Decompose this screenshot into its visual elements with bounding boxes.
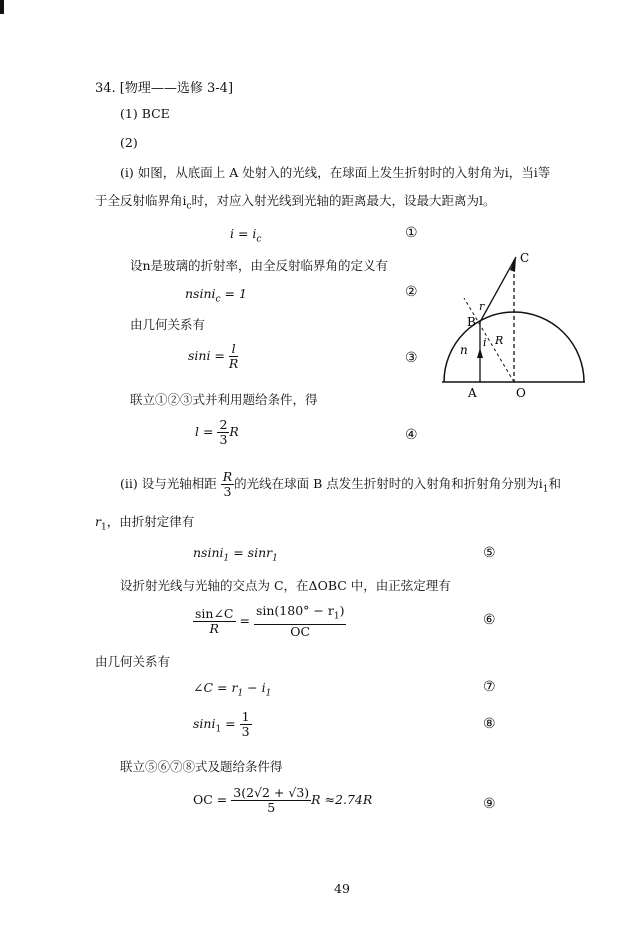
eq-number-3: ③: [405, 350, 418, 366]
equation-4: [195, 418, 239, 447]
eq5-sub: 1: [223, 553, 230, 564]
eq-number-5: ⑤: [483, 545, 496, 561]
sub-i-line2: [95, 191, 496, 212]
combine-line-2: 联立⑤⑥⑦⑧式及题给条件得: [120, 759, 283, 774]
eq-number-4: ④: [405, 427, 418, 443]
eq7-sub: 1: [237, 688, 244, 699]
eq6-num2-sub: 1: [333, 611, 340, 622]
eq-number-7: ⑦: [483, 679, 496, 695]
eq6-num2-end: ): [339, 603, 345, 618]
optics-diagram: [430, 240, 600, 405]
eq-number-8: ⑧: [483, 716, 496, 732]
sub-c: c: [186, 201, 192, 212]
label-C: C: [520, 251, 530, 265]
sub-i-line1: (i) 如图，从底面上 A 处射入的光线，在球面上发生折射时的入射角为i，当i等: [120, 165, 551, 180]
eq3-den: R: [228, 356, 239, 371]
equation-3: [188, 342, 238, 371]
eq3-num: l: [229, 342, 238, 357]
sub-ii-line1: [120, 470, 561, 499]
eq-number-1: ①: [405, 225, 418, 241]
part1-answer: BCE: [141, 106, 170, 121]
eq6-equals: =: [239, 612, 250, 628]
eq4-right: R: [229, 424, 239, 439]
page-number: 49: [334, 881, 350, 896]
equation-5: [193, 545, 278, 564]
eq8-den: 3: [241, 724, 250, 739]
eq8-fraction: [240, 710, 252, 739]
eq7-left: ∠C = r: [193, 680, 238, 695]
label-r: r: [479, 300, 485, 313]
eq1-text: i = i: [230, 226, 257, 241]
eq9-num: 3(2√2 + √3): [233, 785, 310, 800]
sub-ii-frac-den: 3: [223, 484, 232, 499]
eq-number-6: ⑥: [483, 612, 496, 628]
sub-i-line2-rest: 时，对应入射光线到光轴的距离最大，设最大距离为l。: [191, 193, 496, 208]
label-n: n: [460, 343, 468, 357]
eq4-den: 3: [219, 432, 228, 447]
triangle-line: 设折射光线与光轴的交点为 C，在ΔOBC 中，由正弦定理有: [120, 578, 451, 593]
problem-title: 34. [物理——选修 3-4]: [95, 81, 234, 96]
eq5-sub2: 1: [272, 553, 278, 564]
eq8-eq: =: [221, 716, 236, 731]
refracted-arrow: [510, 257, 516, 272]
label-B: B: [467, 315, 476, 329]
sub-ii-sub1: 1: [542, 484, 549, 495]
sub-ii-end: 的光线在球面 B 点发生折射时的入射角和折射角分别为i: [234, 476, 543, 491]
geometry-relation-2: 由几何关系有: [95, 654, 171, 669]
equation-9: [193, 786, 372, 815]
eq4-left: l =: [195, 424, 214, 439]
scan-corner-mark: [0, 0, 4, 14]
sub-i-line2-text: 于全反射临界角i: [95, 193, 187, 208]
sub-ii-fraction: [221, 470, 234, 499]
eq2-left: nsini: [185, 286, 216, 301]
label-A: A: [468, 386, 477, 400]
sub-ii-line2: [95, 512, 194, 533]
label-O: O: [516, 386, 526, 400]
equation-7: [193, 680, 271, 699]
label-i: i: [483, 336, 487, 349]
eq8-left: sini: [193, 716, 216, 731]
incident-arrow: [477, 348, 483, 358]
eq-number-2: ②: [405, 284, 418, 300]
equation-8: [193, 710, 252, 739]
n-definition: 设n是玻璃的折射率，由全反射临界角的定义有: [130, 258, 389, 273]
eq6-num2: sin(180° − r: [255, 603, 334, 618]
eq6-frac2: [254, 604, 346, 639]
eq8-sub: 1: [215, 724, 222, 735]
eq7-mid: − i: [243, 680, 266, 695]
sub-ii-r: r: [95, 514, 101, 529]
equation-1: [230, 226, 261, 245]
eq1-sub: c: [256, 234, 262, 245]
eq-number-9: ⑨: [483, 796, 496, 812]
equation-6: [193, 604, 346, 639]
eq9-den: 5: [267, 800, 276, 815]
eq6-den2: OC: [290, 623, 311, 639]
sub-ii-line2-rest: ，由折射定律有: [106, 514, 195, 529]
eq8-num: 1: [241, 709, 250, 724]
eq2-sub: c: [215, 294, 221, 305]
geometry-relation-1: 由几何关系有: [130, 317, 206, 332]
label-R: R: [495, 334, 504, 347]
eq6-frac1: [193, 607, 236, 636]
combine-line-1: 联立①②③式并利用题给条件，得: [130, 392, 318, 407]
part2-label: (2): [120, 135, 138, 150]
eq2-right: = 1: [220, 286, 247, 301]
part1-line: [120, 106, 170, 121]
eq4-fraction: [217, 418, 229, 447]
eq4-num: 2: [219, 417, 228, 432]
normal-line: [464, 298, 514, 382]
eq9-fraction: [231, 786, 311, 815]
eq5-mid: = sinr: [229, 545, 273, 560]
eq3-fraction: [229, 342, 238, 371]
sub-ii-r-sub: 1: [100, 522, 107, 533]
sub-ii-and: 和: [548, 476, 562, 491]
sub-ii-frac-num: R: [222, 469, 233, 484]
equation-2: [185, 286, 247, 305]
part1-label: (1): [120, 106, 138, 121]
eq6-den1: R: [209, 620, 219, 636]
eq5-left: nsini: [193, 545, 224, 560]
eq9-left: OC =: [193, 792, 228, 807]
sub-ii-start: (ii) 设与光轴相距: [120, 476, 217, 491]
eq3-left: sini =: [188, 348, 225, 363]
eq9-right: R ≈2.74R: [311, 792, 373, 807]
eq7-sub2: 1: [265, 688, 272, 699]
eq6-num1: sin∠C: [195, 605, 234, 621]
